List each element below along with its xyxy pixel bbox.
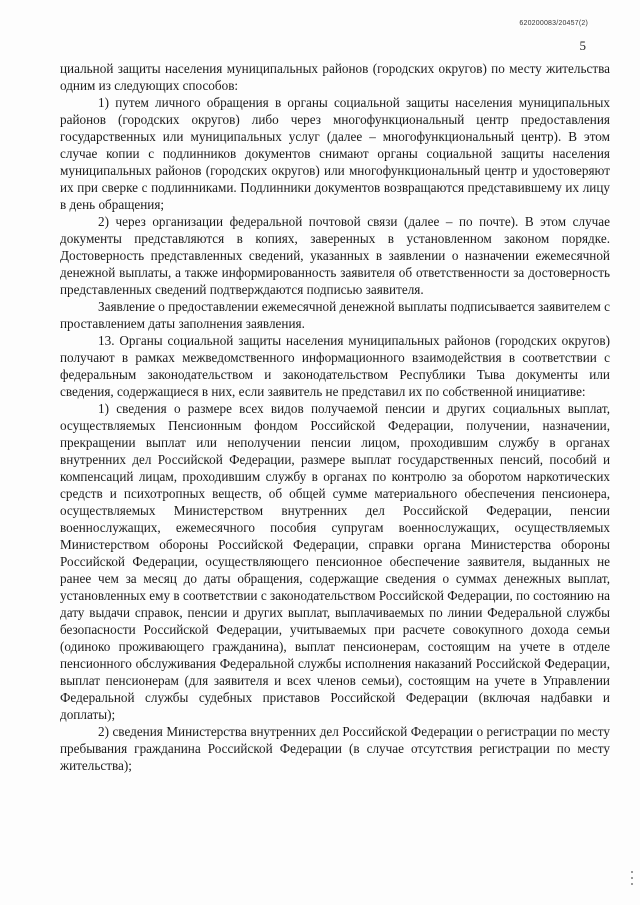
paragraph-method-2-post: 2) через организации федеральной почтовой связи (далее – по почте). В этом случае документы представляются в копиях, заверенных в установленном законом порядке. Достоверность представленных сведений, указанных в заявлении о назначении ежемесячной денежной выплаты, а также информированность заявителя об ответственности за достоверность представленных сведений подтверждаются подписью заявителя. bbox=[60, 214, 610, 297]
page-number: 5 bbox=[579, 38, 586, 53]
scan-artifact-marks bbox=[630, 871, 634, 893]
paragraph-item-13: 13. Органы социальной защиты населения муниципальных районов (городских округов) получают в рамках межведомственного информационного взаимодействия в соответствии с федеральным законодательством и законодательством Республики Тыва документы или сведения, содержащиеся в них, если заявитель не представил их по собственной инициативе: bbox=[60, 333, 610, 399]
paragraph-application-signature: Заявление о предоставлении ежемесячной денежной выплаты подписывается заявителем с проставлением даты заполнения заявления. bbox=[60, 299, 610, 331]
document-body bbox=[60, 60, 610, 774]
paragraph-continuation: циальной защиты населения муниципальных районов (городских округов) по месту жительства одним из следующих способов: bbox=[60, 61, 610, 93]
paragraph-method-1-personal: 1) путем личного обращения в органы социальной защиты населения муниципальных районов (городских округов) либо через многофункциональный центр предоставления государственных или муниципальных услуг (далее – многофункциональный центр). В этом случае копии с подлинников документов снимают органы социальной защиты населения муниципальных районов (городских округов) или многофункциональный центр и удостоверяют их при сверке с подлинниками. Подлинники документов возвращаются представившему их лицу в день обращения; bbox=[60, 95, 610, 212]
paragraph-subitem-2-registration-info: 2) сведения Министерства внутренних дел Российской Федерации о регистрации по месту пребывания гражданина Российской Федерации (в случае отсутствия регистрации по месту жительства); bbox=[60, 724, 610, 773]
paragraph-subitem-1-pension-info: 1) сведения о размере всех видов получаемой пенсии и других социальных выплат, осуществляемых Пенсионным фондом Российской Федерации, получении, назначении, прекращении выплат или неполучении пенсии лицом, проходившим службу в органах внутренних дел Российской Федерации, размере выплат государственных пенсий, пособий и компенсаций лицам, проходившим службу в органах по контролю за оборотом наркотических средств и психотропных веществ, об общей сумме материального обеспечения пенсионера, осуществляемых Министерством внутренних дел Российской Федерации, пенсии военнослужащих, ежемесячного пособия супругам военнослужащих, осуществляемых Министерством обороны Российской Федерации, справки органа Министерства обороны Российской Федерации, осуществляющего пенсионное обеспечение заявителя, выданных не ранее чем за месяц до даты обращения, содержащие сведения о суммах денежных выплат, установленных ему в соответствии с законодательством Российской Федерации, по состоянию на дату выдачи справок, пенсии и других выплат, выплачиваемых по линии Федеральной службы безопасности Российской Федерации, учитываемых при расчете совокупного дохода семьи (одиноко проживающего гражданина), выплат пенсионерам, состоящим на учете в отделе пенсионного обслуживания Федеральной службы исполнения наказаний Российской Федерации, выплат пенсионерам (для заявителя и всех членов семьи), состоящим на учете в Управлении Федеральной службы судебных приставов Российской Федерации (включая надбавки и доплаты); bbox=[60, 401, 610, 722]
document-registration-code: 620200083/20457(2) bbox=[519, 20, 588, 27]
